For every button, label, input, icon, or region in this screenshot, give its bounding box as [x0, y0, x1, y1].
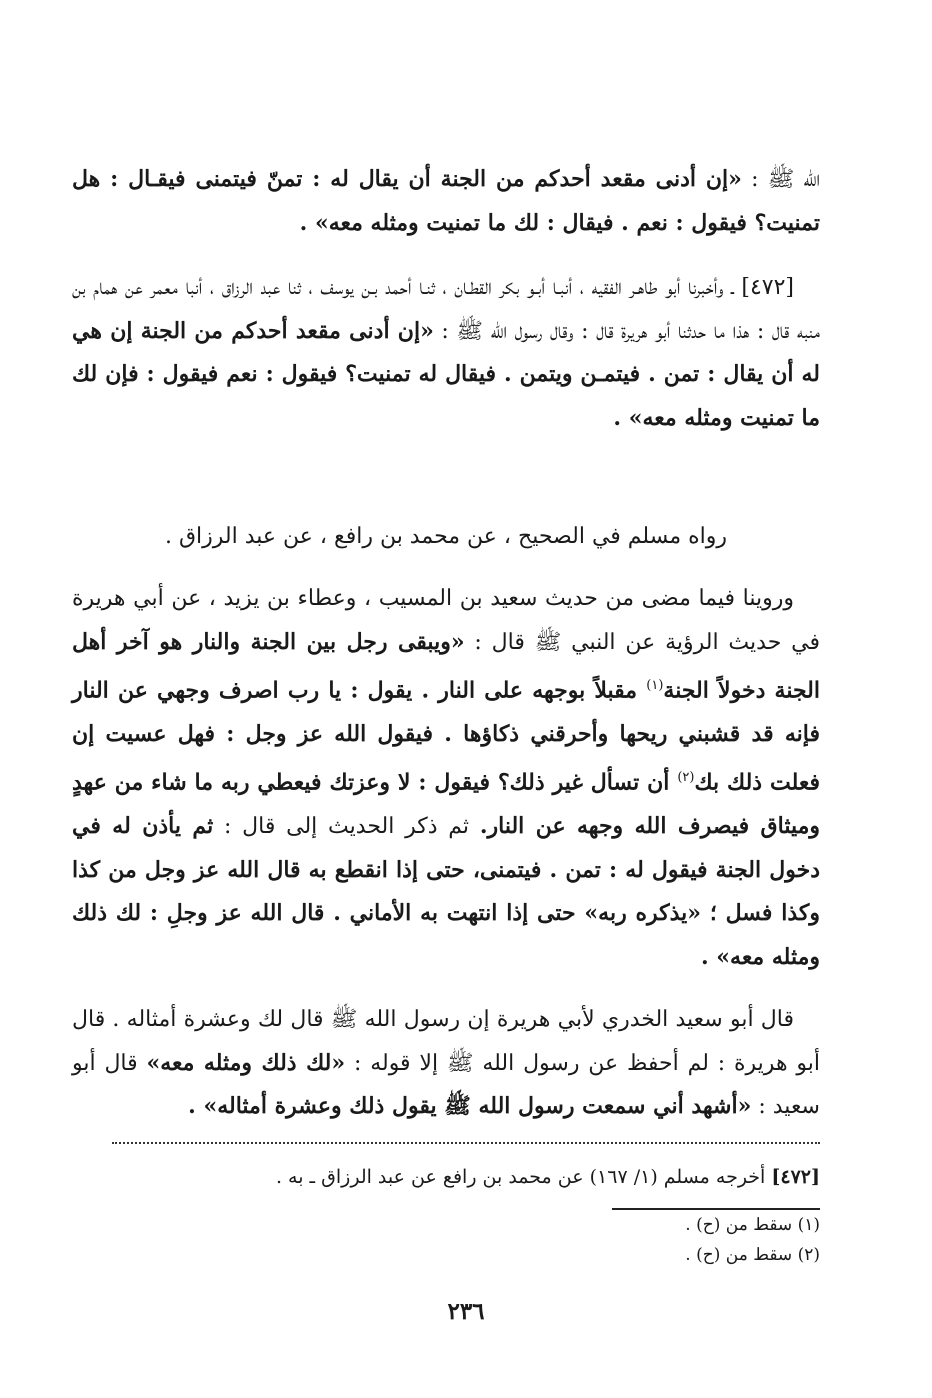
- footnotes: [400, 1210, 820, 1270]
- dotted-divider: [112, 1142, 820, 1144]
- hadith-quote: ثم يأذن له في دخول الجنة فيقول له : تمن . فيتمنى، حتى إذا انقطع به قال الله عز وجل من كذا وكذا فسل ؛ «يذكره ربه» حتى إذا انتهت به الأماني . قال الله عز وجلِ : لك ذلك ومثله معه» .: [72, 813, 820, 970]
- takhrij-text: أخرجه مسلم (١/ ١٦٧) عن محمد بن رافع عن عبد الرزاق ـ به .: [275, 1166, 772, 1188]
- hadith-quote: أن تسأل غير ذلك؟ فيقول : لا وعزتك فيعطي ربه ما شاء من عهدٍ وميثاق فيصرف الله وجهه عن النار.: [72, 769, 821, 840]
- hadith-quote: «ويبقى رجل بين الجنة والنار هو آخر أهل الجنة دخولاً الجنة: [72, 628, 821, 704]
- footnote-marker-2: (٢): [677, 770, 695, 786]
- text-run: قال أبو سعيد الخدري لأبي هريرة إن رسول الله ﷺ قال لك وعشرة أمثاله . قال أبو هريرة : لم أحفظ عن رسول الله ﷺ إلا قوله :: [72, 1007, 820, 1076]
- hadith-quote: مقبلاً بوجهه على النار . يقول : يا رب اصرف وجهي عن النار فإنه قد قشبني ريحها وأحرقني ذكاؤها . فيقول الله عز وجل : فهل عسيت إن فعلت ذلك بك: [72, 677, 820, 796]
- hadith-quote: «إن أدنى مقعد أحدكم من الجنة إن هي له أن يقال : تمن . فيتمـن ويتمن . فيقال له تمنيت؟ فيقول : نعم فيقول : فإن لك ما تمنيت ومثله معه» .: [72, 317, 820, 431]
- text-run: قال أبو سعيد :: [72, 1050, 820, 1119]
- riwaya-text: رواه مسلم في الصحيح ، عن محمد بن رافع ، عن عبد الرزاق .: [164, 524, 728, 549]
- text-run: ثم ذكر الحديث إلى قال :: [213, 814, 480, 840]
- paragraph-hadith-continuation: [72, 158, 820, 245]
- paragraph-abu-said: [72, 998, 820, 1129]
- footnote-marker-1: (١): [646, 678, 664, 693]
- footnote-2: (٢) سقط من (ح) .: [685, 1245, 820, 1265]
- hadith-quote: «إن أدنى مقعد أحدكم من الجنة أن يقال له : تمنّ فيتمنى فيقـال : هل تمنيت؟ فيقول : نعم . فيقال : لك ما تمنيت ومثله معه» .: [72, 166, 820, 236]
- hadith-quote: «أشهد أني سمعت رسول الله ﷺ يقول ذلك وعشرة أمثاله» .: [188, 1093, 752, 1119]
- takhrij-ref: [٤٧٢]: [771, 1166, 820, 1188]
- paragraph-hadith-472: [72, 266, 820, 440]
- takhrij-note: [112, 1162, 820, 1192]
- paragraph-ruya-hadith: [72, 577, 820, 979]
- page-number: ٢٣٦: [447, 1298, 485, 1325]
- isnad-text: [٤٧٢] ـ وأخبرنا أبو طاهـر الفقيه ، أنبـا أبـو بكر القطـان ، ثنـا أحمد بـن يوسف ، ثنا عبد الرزاق ، أنبا معمر عن همام بن منبه قال : هذا ما حدثنا أبو هريرة قال : وقال رسول الله ﷺ :: [72, 275, 820, 344]
- hadith-quote: «لك ذلك ومثله معه»: [146, 1049, 346, 1076]
- text-run: وروينا فيما مضى من حديث سعيد بن المسيب ، وعطاء بن يزيد ، عن أبي هريرة في حديث الرؤية عن النبي ﷺ قال :: [72, 586, 820, 655]
- paragraph-riwaya: [72, 515, 820, 559]
- text-run: الله ﷺ :: [741, 167, 820, 192]
- footnote-1: (١) سقط من (ح) .: [685, 1215, 820, 1235]
